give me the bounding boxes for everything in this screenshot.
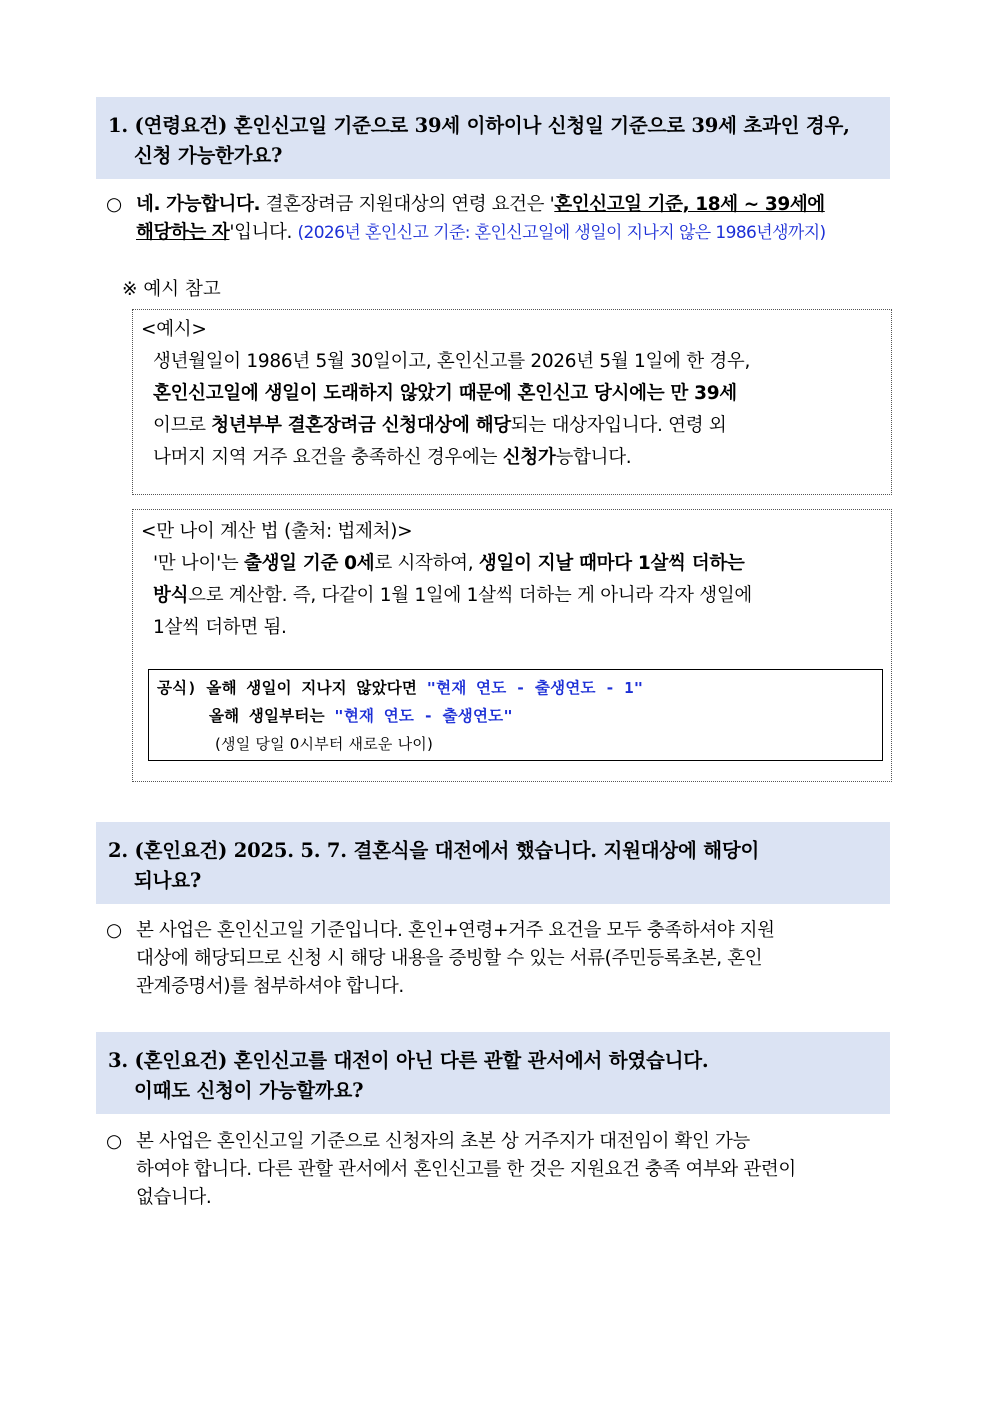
bullet-circle: ○ [106, 194, 122, 215]
bullet-circle: ○ [106, 920, 122, 941]
example-line4a: 나머지 지역 거주 요건을 충족하신 경우에는 [153, 447, 503, 468]
answer-1-emphasis1: 혼인신고일 기준, 18세 ~ 39세에 [554, 194, 825, 215]
example-line3a: 이므로 [153, 415, 212, 436]
example-line4c: 능합니다. [555, 447, 632, 468]
question-1-line2: 신청 가능한가요? [134, 144, 283, 167]
example-line4b: 신청가 [502, 447, 556, 468]
answer-3-line3: 없습니다. [136, 1187, 212, 1208]
question-2-line2: 되나요? [134, 869, 202, 892]
formula-line1a: 공식) 올해 생일이 지나지 않았다면 [157, 679, 427, 697]
bullet-circle: ○ [106, 1131, 122, 1152]
answer-1-lead: 네. 가능합니다. [136, 194, 261, 215]
answer-1-blue-note: (2026년 혼인신고 기준: 혼인신고일에 생일이 지나지 않은 1986년생까지) [297, 223, 826, 243]
example-line2: 혼인신고일에 생일이 도래하지 않았기 때문에 혼인신고 당시에는 만 39세 [153, 383, 737, 404]
example-box [132, 309, 892, 495]
question-1 [96, 97, 890, 179]
formula-box [148, 669, 883, 761]
answer-1-text2: '입니다. [229, 222, 298, 243]
formula-line2a: 올해 생일부터는 [209, 707, 335, 725]
answer-1-text1: 결혼장려금 지원대상의 연령 요건은 ' [260, 194, 555, 215]
question-3 [96, 1032, 890, 1114]
question-3-line1: 3. (혼인요건) 혼인신고를 대전이 아닌 다른 관할 관서에서 하였습니다. [108, 1049, 709, 1072]
answer-2-line2: 대상에 해당되므로 신청 시 해당 내용을 증빙할 수 있는 서류(주민등록초본, 혼인 [136, 948, 763, 969]
question-1-line1: 1. (연령요건) 혼인신고일 기준으로 39세 이하이나 신청일 기준으로 39세 초과인 경우, [108, 114, 850, 137]
example-line1: 생년월일이 1986년 5월 30일이고, 혼인신고를 2026년 5월 1일에 한 경우, [153, 351, 751, 372]
question-2 [96, 822, 890, 904]
question-2-line1: 2. (혼인요건) 2025. 5. 7. 결혼식을 대전에서 했습니다. 지원대상에 해당이 [108, 839, 760, 862]
age-line1d: 생일이 지날 때마다 1살씩 더하는 [478, 553, 745, 574]
example-note: ※ 예시 참고 [122, 279, 221, 300]
age-line1a: '만 나이'는 [153, 553, 245, 574]
age-line2a: 방식 [153, 585, 189, 606]
age-line1b: 출생일 기준 0세 [244, 553, 375, 574]
formula-line3: (생일 당일 0시부터 새로운 나이) [215, 735, 434, 753]
example-line3b: 청년부부 결혼장려금 신청대상에 해당 [211, 415, 511, 436]
answer-3-line2: 하여야 합니다. 다른 관할 관서에서 혼인신고를 한 것은 지원요건 충족 여부와 관련이 [136, 1159, 796, 1180]
question-3-line2: 이때도 신청이 가능할까요? [134, 1079, 364, 1102]
age-line2b: 으로 계산함. 즉, 다같이 1월 1일에 1살씩 더하는 게 아니라 각자 생일에 [188, 585, 752, 606]
age-line1c: 로 시작하여, [374, 553, 479, 574]
answer-1-emphasis2: 해당하는 자 [136, 222, 230, 243]
answer-1 [106, 191, 900, 247]
answer-2-line1: 본 사업은 혼인신고일 기준입니다. 혼인+연령+거주 요건을 모두 충족하셔야 지원 [136, 920, 775, 941]
answer-3-line1: 본 사업은 혼인신고일 기준으로 신청자의 초본 상 거주지가 대전임이 확인 가능 [136, 1131, 750, 1152]
example-line3c: 되는 대상자입니다. 연령 외 [510, 415, 727, 436]
age-line3: 1살씩 더하면 됨. [153, 617, 287, 638]
example-title: <예시> [141, 319, 207, 340]
answer-3 [106, 1128, 900, 1212]
formula-line1b: "현재 연도 - 출생연도 - 1" [426, 679, 644, 697]
formula-line2b: "현재 연도 - 출생연도" [334, 707, 513, 725]
age-calc-title: <만 나이 계산 법 (출처: 법제처)> [141, 521, 413, 542]
answer-2-line3: 관계증명서)를 첨부하셔야 합니다. [136, 976, 404, 997]
answer-2 [106, 917, 900, 1001]
